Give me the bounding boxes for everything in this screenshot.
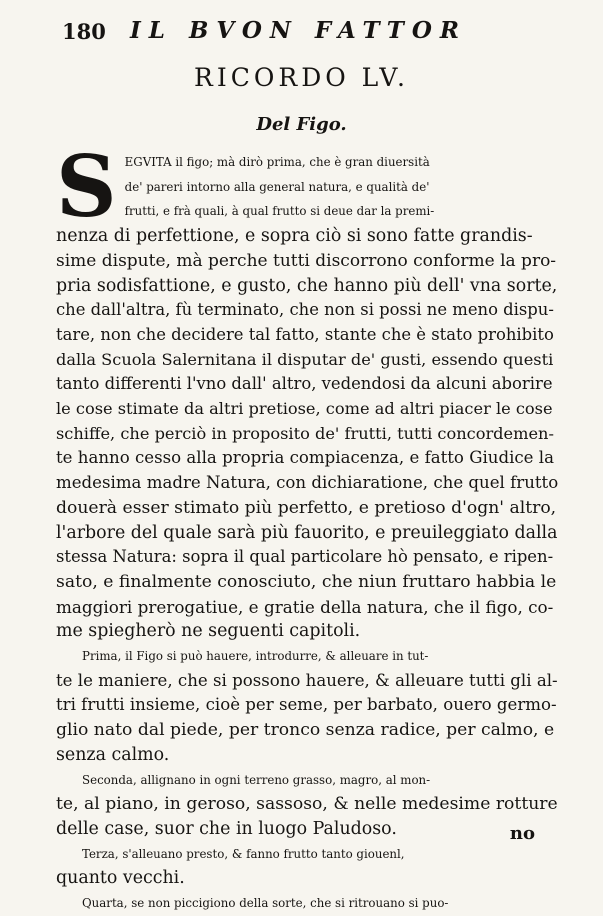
text-line: tanto differenti l'vno dall' altro, vedendosi da alcuni aborire	[56, 374, 553, 394]
body-text	[56, 137, 559, 916]
paragraph	[56, 842, 556, 891]
page-number: 180	[62, 19, 106, 44]
text-line: sime dispute, mà perche tutti discorrono conforme la pro-	[56, 250, 557, 271]
text-line: che dall'altra, fù terminato, che non si possi ne meno dispu-	[56, 300, 554, 320]
text-line: tri frutti insieme, cioè per seme, per barbato, ouero germo-	[56, 695, 557, 715]
text-line: Quarta, se non piccigiono della sorte, che si ritrouano si puo-	[82, 896, 449, 911]
text-line: medesima madre Natura, con dichiaratione, che quel frutto	[56, 473, 559, 493]
text-line: delle case, suor che in luogo Paludoso.	[56, 818, 397, 839]
paragraph	[56, 891, 556, 916]
text-line: tare, non che decidere tal fatto, stante che è stato prohibito	[56, 324, 554, 344]
text-line: l'arbore del quale sarà più fauorito, e preuileggiato dalla	[56, 522, 558, 543]
paragraph	[56, 137, 559, 644]
text-line: nenza di perfettione, e sopra ciò si sono fatte grandis-	[56, 226, 533, 247]
text-line: douerà esser stimato più perfetto, e pretioso d'ogn' altro,	[56, 497, 557, 518]
chapter-title: RICORDO LV.	[194, 63, 409, 92]
text-line: te le maniere, che si possono hauere, & alleuare tutti gli al-	[56, 670, 558, 690]
paragraph	[56, 644, 556, 768]
section-title: Del Figo.	[256, 114, 347, 135]
paragraph	[56, 768, 556, 842]
text-line: Seconda, allignano in ogni terreno grasso, magro, al mon-	[82, 772, 431, 787]
text-line: EGVITA il figo; mà dirò prima, che è gran diuersità	[124, 155, 430, 169]
text-line: me spiegherò ne seguenti capitoli.	[56, 621, 361, 642]
text-line: quanto vecchi.	[56, 868, 185, 889]
running-head: IL BVON FATTOR	[130, 17, 468, 44]
text-line: stessa Natura: sopra il qual particolare hò pensato, e ripen-	[56, 547, 554, 567]
text-line: schiffe, che perciò in proposito de' frutti, tutti concordemen-	[56, 423, 554, 443]
text-line: glio nato dal piede, per tronco senza radice, per calmo, e	[56, 720, 555, 741]
text-line: sato, e finalmente conosciuto, che niun fruttaro habbia le	[56, 571, 557, 592]
drop-cap: S	[56, 137, 117, 236]
text-line: pria sodisfattione, e gusto, che hanno più dell' vna sorte,	[56, 275, 558, 296]
text-line: Terza, s'alleuano presto, & fanno frutto tanto giouenl,	[82, 846, 405, 861]
catchword: no	[509, 823, 535, 844]
text-line: de' pareri intorno alla general natura, e qualità de'	[124, 179, 430, 194]
text-line: te, al piano, in geroso, sassoso, & nelle medesime rotture	[56, 794, 558, 815]
text-line: dalla Scuola Salernitana il disputar de' gusti, essendo questi	[56, 349, 554, 369]
text-line: frutti, e frà quali, à qual frutto si deue dar la premi-	[124, 204, 435, 219]
text-line: maggiori prerogatiue, e gratie della natura, che il figo, co-	[56, 596, 554, 617]
text-line: senza calmo.	[56, 744, 170, 765]
page-header	[62, 15, 562, 49]
text-line: le cose stimate da altri pretiose, come ad altri piacer le cose	[56, 399, 553, 419]
text-line: Prima, il Figo si può hauere, introdurre, & alleuare in tut-	[82, 649, 429, 664]
text-line: te hanno cesso alla propria compiacenza, e fatto Giudice la	[56, 448, 554, 468]
